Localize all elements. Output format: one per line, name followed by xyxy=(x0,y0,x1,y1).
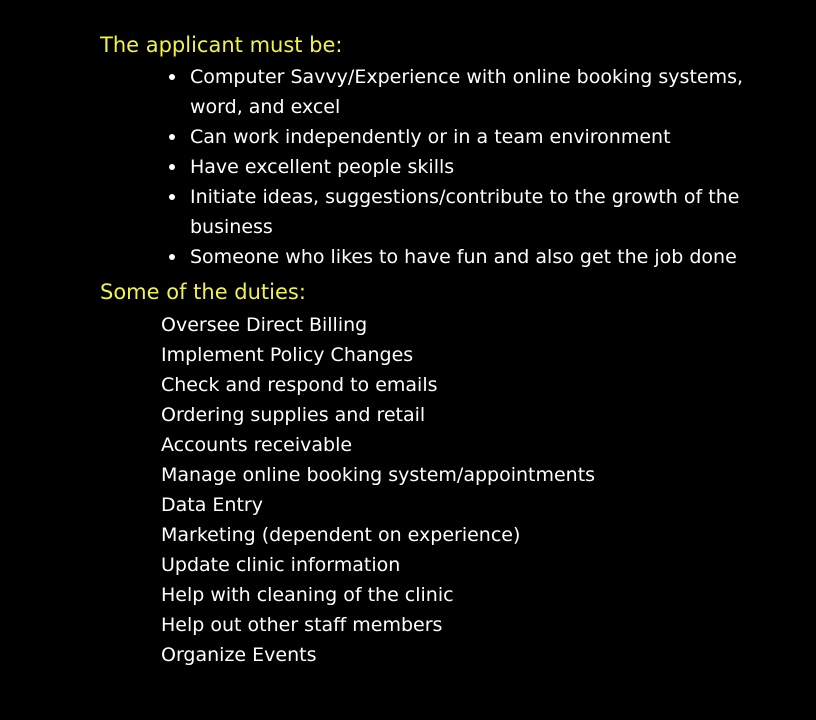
bullet-icon xyxy=(169,74,175,80)
bullet-icon xyxy=(169,134,175,140)
duty-item: Ordering supplies and retail xyxy=(161,404,426,426)
duty-item: Oversee Direct Billing xyxy=(161,314,368,336)
duty-item: Accounts receivable xyxy=(161,434,353,456)
duty-item: Implement Policy Changes xyxy=(161,344,414,366)
duty-item: Organize Events xyxy=(161,644,317,666)
requirement-item xyxy=(190,62,790,122)
requirement-item xyxy=(190,152,790,182)
requirements-list xyxy=(190,62,790,272)
requirement-text: Someone who likes to have fun and also get the job done xyxy=(190,246,737,268)
bullet-icon xyxy=(169,194,175,200)
duty-item: Data Entry xyxy=(161,494,263,516)
duty-item: Manage online booking system/appointments xyxy=(161,464,596,486)
duty-item: Update clinic information xyxy=(161,554,401,576)
duties-heading: Some of the duties: xyxy=(100,280,306,304)
bullet-icon xyxy=(169,164,175,170)
requirement-text: Have excellent people skills xyxy=(190,156,455,178)
bullet-icon xyxy=(169,254,175,260)
duty-item: Help out other staff members xyxy=(161,614,443,636)
requirement-item xyxy=(190,182,790,242)
duties-list xyxy=(161,310,595,670)
duty-item: Check and respond to emails xyxy=(161,374,438,396)
applicant-requirements-heading: The applicant must be: xyxy=(100,33,343,57)
requirement-item xyxy=(190,242,790,272)
requirement-text: Can work independently or in a team environment xyxy=(190,126,671,148)
requirement-text: Initiate ideas, suggestions/contribute to the growth of the business xyxy=(190,186,740,238)
requirement-item xyxy=(190,122,790,152)
duty-item: Marketing (dependent on experience) xyxy=(161,524,521,546)
duty-item: Help with cleaning of the clinic xyxy=(161,584,454,606)
requirement-text: Computer Savvy/Experience with online booking systems, word, and excel xyxy=(190,66,744,118)
